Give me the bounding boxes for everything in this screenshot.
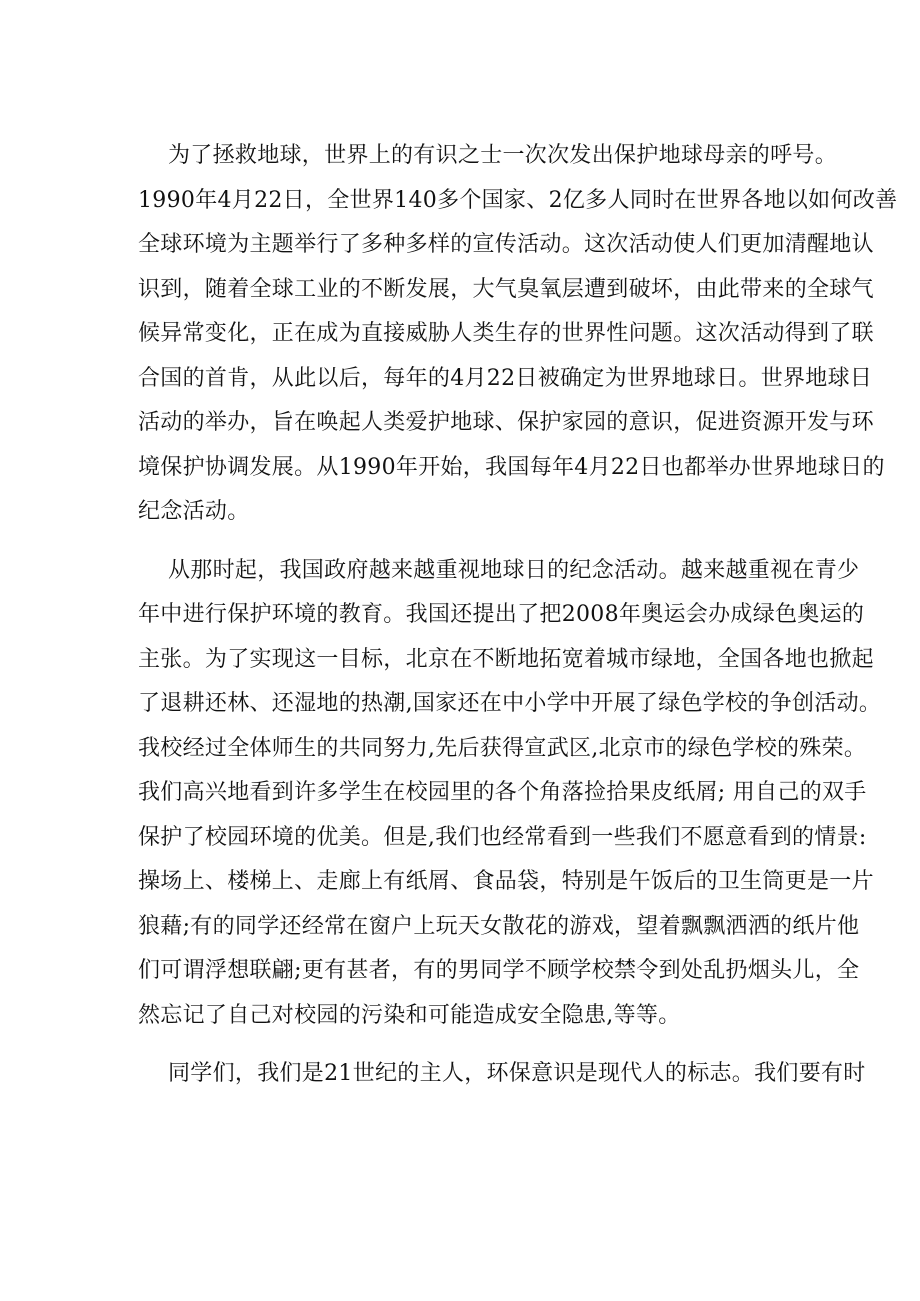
paragraph-2 bbox=[138, 549, 882, 1039]
paragraph-spacer bbox=[138, 1038, 798, 1052]
paragraph-line: 纪念活动。 bbox=[138, 499, 250, 524]
paragraph-line: 保护了校园环境的优美。但是,我们也经常看到一些我们不愿意看到的情景: bbox=[138, 824, 867, 850]
paragraph-line: 然忘记了自己对校园的污染和可能造成安全隐患,等等。 bbox=[138, 1002, 681, 1028]
paragraph-line: 们可谓浮想联翩;更有甚者，有的男同学不顾学校禁令到处乱扔烟头儿，全 bbox=[138, 958, 860, 983]
paragraph-line: 全球环境为主题举行了多种多样的宣传活动。这次活动使人们更加清醒地认 bbox=[138, 232, 874, 257]
paragraph-line: 从那时起，我国政府越来越重视地球日的纪念活动。越来越重视在青少 bbox=[168, 557, 860, 583]
paragraph-line: 年中进行保护环境的教育。我国还提出了把2008年奥运会办成绿色奥运的 bbox=[138, 602, 865, 627]
paragraph-line: 我校经过全体师生的共同努力,先后获得宣武区,北京市的绿色学校的殊荣。 bbox=[138, 735, 867, 761]
paragraph-line: 我们高兴地看到许多学生在校园里的各个角落捡拾果皮纸屑; 用自己的双手 bbox=[138, 780, 867, 805]
paragraph-line: 狼藉;有的同学还经常在窗户上玩天女散花的游戏，望着飘飘洒洒的纸片他 bbox=[138, 913, 860, 939]
document-body bbox=[138, 134, 898, 1097]
paragraph-line: 识到，随着全球工业的不断发展，大气臭氧层遭到破坏，由此带来的全球气 bbox=[138, 276, 874, 302]
paragraph-spacer bbox=[138, 535, 798, 549]
paragraph-line: 活动的举办，旨在唤起人类爱护地球、保护家园的意识，促进资源开发与环 bbox=[138, 410, 874, 435]
paragraph-line: 操场上、楼梯上、走廊上有纸屑、食品袋，特别是午饭后的卫生筒更是一片 bbox=[138, 869, 874, 894]
paragraph-1 bbox=[138, 134, 898, 535]
paragraph-line: 了退耕还林、还湿地的热潮,国家还在中小学中开展了绿色学校的争创活动。 bbox=[138, 691, 882, 716]
paragraph-line: 候异常变化，正在成为直接威胁人类生存的世界性问题。这次活动得到了联 bbox=[138, 321, 874, 346]
paragraph-line: 1990年4月22日，全世界140多个国家、2亿多人同时在世界各地以如何改善 bbox=[138, 187, 898, 213]
paragraph-line: 境保护协调发展。从1990年开始，我国每年4月22日也都举办世界地球日的 bbox=[138, 454, 885, 480]
paragraph-line: 为了拯救地球，世界上的有识之士一次次发出保护地球母亲的呼号。 bbox=[168, 143, 838, 168]
paragraph-line: 合国的首肯，从此以后，每年的4月22日被确定为世界地球日。世界地球日 bbox=[138, 365, 873, 391]
paragraph-line: 同学们，我们是21世纪的主人，环保意识是现代人的标志。我们要有时 bbox=[168, 1061, 866, 1086]
paragraph-line: 主张。为了实现这一目标，北京在不断地拓宽着城市绿地，全国各地也掀起 bbox=[138, 646, 874, 672]
paragraph-3 bbox=[138, 1052, 866, 1097]
